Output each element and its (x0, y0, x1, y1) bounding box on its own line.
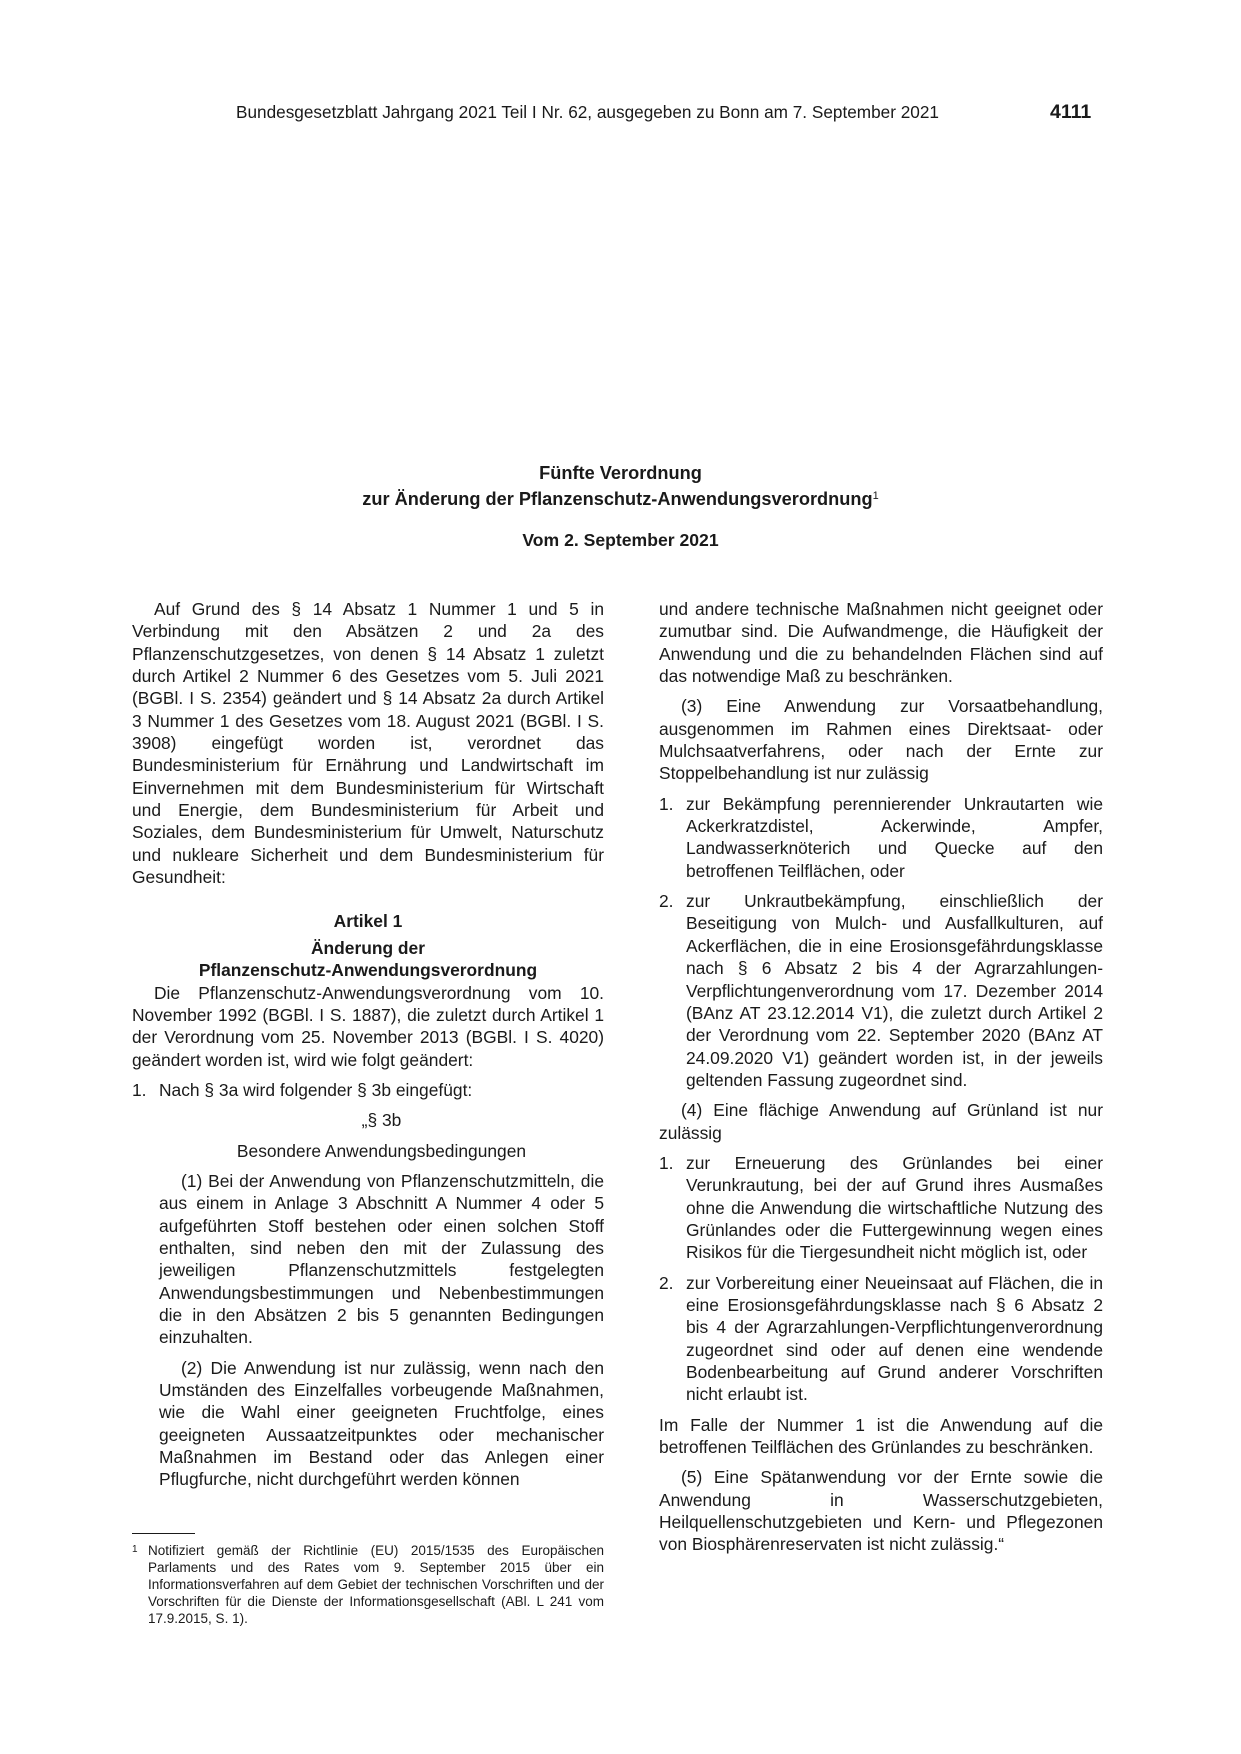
paragraph-4-item (659, 1272, 1103, 1406)
document-title-line-1: Fünfte Verordnung (539, 463, 702, 483)
title-footnote-ref: 1 (872, 490, 879, 502)
list-item-text: zur Unkrautbekämpfung, einschließlich der Beseitigung von Mulch- und Ausfallkulturen, auf Ackerflächen, die in eine Erosionsgefährdungsklasse nach § 6 Absatz 2 bis 4 der Agrarzahlungen-Verpflichtungenverordnung vom 17. Dezember 2014 (BAnz AT 23.12.2014 V1), die zuletzt durch Artikel 2 der Verordnung vom 22. September 2020 (BAnz AT 24.09.2020 V1) geändert worden ist, in der jeweils geltenden Fassung zugeordnet sind. (686, 891, 1103, 1090)
paragraph-3-item (659, 793, 1103, 882)
article-label: Artikel 1 (333, 911, 403, 932)
amendment-item-1 (132, 1079, 604, 1101)
footnote-mark: 1 (132, 1544, 138, 1555)
left-column (132, 598, 604, 1491)
header-publication-line: Bundesgesetzblatt Jahrgang 2021 Teil I Nr. 62, ausgegeben zu Bonn am 7. September 2021 (236, 102, 939, 122)
section-title: Besondere Anwendungsbedingungen (236, 1140, 527, 1161)
section-paragraph-4: (4) Eine flächige Anwendung auf Grünland ist nur zulässig (659, 1100, 1103, 1143)
paragraph-3-item (659, 890, 1103, 1091)
page-number: 4111 (1050, 101, 1092, 123)
article-title-line-1: Änderung der (310, 937, 425, 958)
right-column (659, 598, 1103, 1556)
article-intro: Die Pflanzenschutz-Anwendungsverordnung vom 10. November 1992 (BGBl. I S. 1887), die zuletzt durch Artikel 1 der Verordnung vom 25. November 2013 (BGBl. I S. 4020) geändert worden ist, wird wie folgt geändert: (132, 982, 604, 1070)
list-item-number: 1. (659, 793, 674, 814)
amendment-item-text: Nach § 3a wird folgender § 3b eingefügt: (159, 1079, 473, 1100)
running-header (0, 99, 1241, 125)
section-paragraph-5: (5) Eine Spätanwendung vor der Ernte sowie die Anwendung in Wasserschutzgebieten, Heilquellenschutzgebieten und Kern- und Pflegezonen von Biosphärenreservaten ist nicht zulässig.“ (659, 1467, 1103, 1555)
footnote-divider (132, 1533, 195, 1534)
paragraph-4-tail: Im Falle der Nummer 1 ist die Anwendung auf die betroffenen Teilflächen des Grünlandes zu beschränken. (659, 1414, 1103, 1458)
preamble: Auf Grund des § 14 Absatz 1 Nummer 1 und 5 in Verbindung mit den Absätzen 2 und 2a des Pflanzenschutzgesetzes, von denen § 14 Absatz 1 zuletzt durch Artikel 2 Nummer 6 des Gesetzes vom 5. Juli 2021 (BGBl. I S. 2354) geändert und § 14 Absatz 2a durch Artikel 3 Nummer 1 des Gesetzes vom 18. August 2021 (BGBl. I S. 3908) eingefügt worden ist, verordnet das Bundesministerium für Ernährung und Landwirtschaft im Einvernehmen mit dem Bundesministerium für Wirtschaft und Energie, dem Bundesministerium für Arbeit und Soziales, dem Bundesministerium für Umwelt, Naturschutz und nukleare Sicherheit und dem Bundesministerium für Gesundheit: (132, 599, 604, 888)
list-item-text: zur Vorbereitung einer Neueinsaat auf Flächen, die in eine Erosionsgefährdungsklasse nach § 6 Absatz 2 bis 4 der Agrarzahlungen-Verpflichtungenverordnung zugeordnet sind oder auf denen eine wendende Bodenbearbeitung auf Grund anderer Vorschriften nicht erlaubt ist. (686, 1272, 1103, 1405)
list-item-number: 2. (659, 891, 674, 912)
list-item-number: 1. (659, 1152, 674, 1173)
section-paragraph-1: (1) Bei der Anwendung von Pflanzenschutzmitteln, die aus einem in Anlage 3 Abschnitt A Nummer 4 oder 5 aufgeführten Stoff bestehen oder einen solchen Stoff enthalten, sind neben den mit der Zulassung des jeweiligen Pflanzenschutzmittels festgelegten Anwendungsbestimmungen und Nebenbestimmungen die in den Absätzen 2 bis 5 genannten Bedingungen einzuhalten. (159, 1170, 604, 1348)
document-title-line-2-text: zur Änderung der Pflanzenschutz-Anwendungsverordnung (362, 489, 873, 509)
footnote-text: Notifiziert gemäß der Richtlinie (EU) 2015/1535 des Europäischen Parlaments und des Rates vom 9. September 2015 über ein Informationsverfahren auf dem Gebiet der technischen Vorschriften und der Vorschriften für die Dienste der Informationsgesellschaft (ABl. L 241 vom 17.9.2015, S. 1). (148, 1543, 604, 1626)
amendment-item-number: 1. (132, 1079, 147, 1100)
section-paragraph-2: (2) Die Anwendung ist nur zulässig, wenn nach den Umständen des Einzelfalles vorbeugende Maßnahmen, wie die Wahl einer geeigneten Fruchtfolge, eines geeigneten Aussaatzeitpunktes oder mechanischer Maßnahmen im Bestand oder das Anlegen einer Pflugfurche, nicht durchgeführt werden können (159, 1357, 604, 1490)
section-label: „§ 3b (361, 1110, 402, 1131)
list-item-number: 2. (659, 1272, 674, 1293)
paragraph-4-item (659, 1152, 1103, 1264)
section-paragraph-3: (3) Eine Anwendung zur Vorsaatbehandlung, ausgenommen im Rahmen eines Direktsaat- oder Mulchsaatverfahrens, oder nach der Ernte zur Stoppelbehandlung ist nur zulässig (659, 696, 1103, 784)
inserted-section (132, 1109, 604, 1491)
document-title-line-2 (133, 484, 1108, 511)
article-title-line-2: Pflanzenschutz-Anwendungsverordnung (198, 960, 538, 981)
footnote (132, 1543, 604, 1628)
section-paragraph-2-continued: und andere technische Maßnahmen nicht geeignet oder zumutbar sind. Die Aufwandmenge, die Häufigkeit der Anwendung und die zu behandelnden Flächen sind auf das notwendige Maß zu beschränken. (659, 599, 1103, 687)
list-item-text: zur Bekämpfung perennierender Unkrautarten wie Ackerkratzdistel, Ackerwinde, Ampfer, Landwasserknöterich und Quecke auf den betroffenen Teilflächen, oder (686, 793, 1103, 881)
list-item-text: zur Erneuerung des Grünlandes bei einer Verunkrautung, bei der auf Grund ihres Ausmaßes ohne die Anwendung die wirtschaftliche Nutzung des Grünlandes oder die Futtergewinnung wegen eines Risikos für die Tiergesundheit nicht möglich ist, oder (686, 1152, 1103, 1263)
document-date: Vom 2. September 2021 (522, 530, 719, 550)
